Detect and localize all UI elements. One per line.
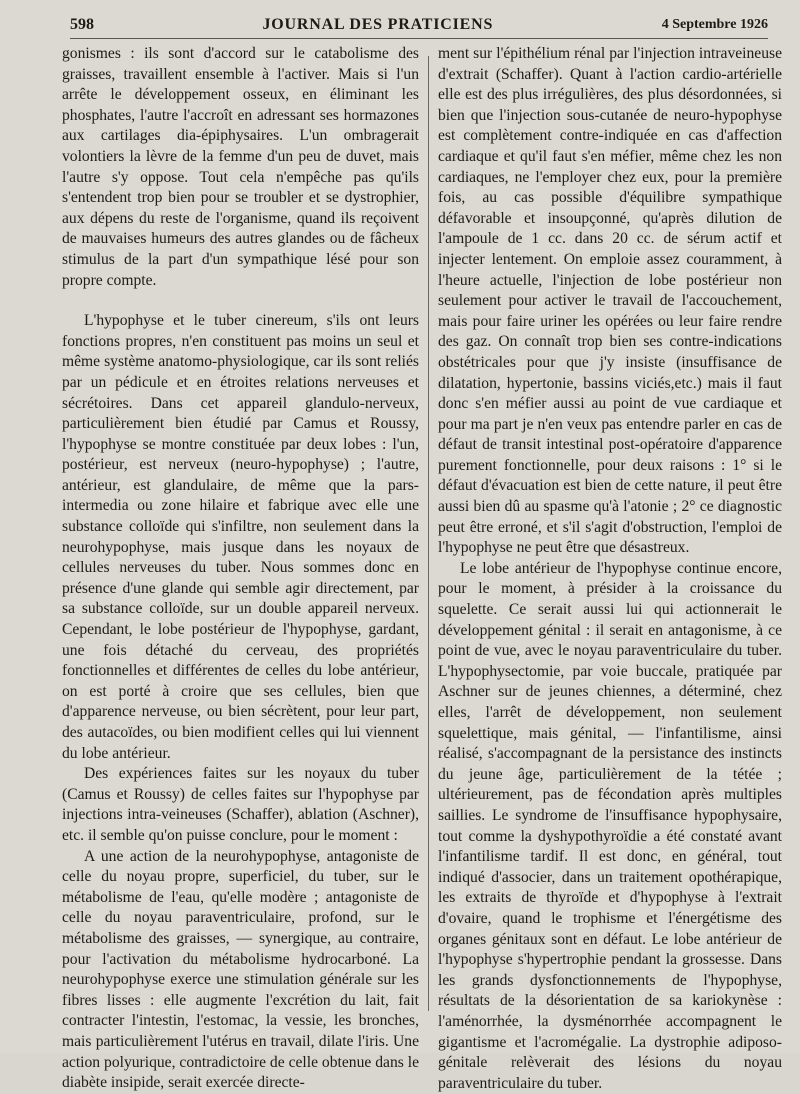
right-column bbox=[438, 44, 782, 1094]
column-divider bbox=[428, 56, 429, 1011]
page-number: 598 bbox=[70, 16, 94, 33]
paragraph: gonismes : ils sont d'accord sur le catabolisme des graisses, travaillent ensemble à l'activer. Mais si l'un arrête le développement osseux, en éliminant les phosphates, l'autre l'accroît en adressant ses hormazones aux cartilages dia-épiphysaires. L'un ombragerait volontiers la lèvre de la femme d'un peu de duvet, mais l'autre s'y oppose. Tout cela n'empêche pas qu'ils s'entendent trop bien pour se troubler et se dystrophier, aux dépens du reste de l'organisme, quand ils reçoivent de mauvaises humeurs des autres glandes ou de fâcheux stimulus de la part d'un sympathique lésé pour son propre compte. bbox=[62, 45, 419, 289]
journal-title: JOURNAL DES PRATICIENS bbox=[262, 16, 494, 33]
issue-date: 4 Septembre 1926 bbox=[661, 17, 768, 32]
left-column bbox=[62, 44, 419, 1094]
paragraph: Le lobe antérieur de l'hypophyse continue encore, pour le moment, à présider à la croissance du squelette. Ce serait aussi lui qui actionnerait le développement génital : il serait en antagonisme, à ce point de vue, avec le noyau paraventriculaire du tuber. L'hypophysectomie, par voie buccale, pratiquée par Aschner sur de jeunes chiennes, a déterminé, chez elles, l'arrêt de développement, non seulement squelettique, mais génital, — l'infantilisme, ainsi réalisé, s'accompagnant de la persistance des instincts du jeune âge, particulièrement de la tétée ; ultérieurement, pas de fécondation après multiples saillies. Le syndrome de l'insuffisance hypophysaire, tout comme la dyshypothyroïdie a été constaté avant l'infantilisme tardif. Il est donc, en général, tout indiqué d'associer, dans un traitement opothérapique, les extraits de thyroïde et d'hypophyse à l'extrait d'ovaire, quand le trophisme et l'énergétisme des organes génitaux sont en défaut. Le lobe antérieur de l'hypophyse s'hypertrophie pendant la grossesse. Dans les grands dysfonctionnements de l'hypophyse, résultats de la désorientation de sa kariokynèse : l'aménorrhée, la dysménorrhée accompagnent le gigantisme et l'acromégalie. La dystrophie adiposo-génitale relèverait des lésions du noyau paraventriculaire du tuber. bbox=[438, 559, 782, 1092]
paragraph: Des expériences faites sur les noyaux du tuber (Camus et Roussy) de celles faites sur l'hypophyse par injections intra-veineuses (Schaffer), ablation (Aschner), etc. il semble qu'on puisse conclure, pour le moment : bbox=[62, 765, 419, 844]
paragraph: ment sur l'épithélium rénal par l'injection intraveineuse d'extrait (Schaffer). Quant à l'action cardio-artérielle elle est des plus irrégulières, des plus désordonnées, si bien que l'injection sous-cutanée de neuro-hypophyse est complètement contre-indiquée en cas d'affection cardiaque et qu'il faut s'en méfier, même chez les non cardiaques, ne l'employer chez eux, pour la première fois, au cas possible d'équilibre sympathique défavorable et insoupçonné, qu'après dilution de l'ampoule de 1 cc. dans 20 cc. de sérum actif et injecter lentement. On emploie assez couramment, à l'heure actuelle, l'injection de lobe postérieur non seulement pour activer le travail de l'accouchement, mais pour faire uriner les opérées ou leur faire rendre des gaz. On connaît trop bien ses contre-indications obstétricales pour que j'y insiste (insuffisance de dilatation, hypertonie, bassins viciés,etc.) mais il faut donc s'en méfier aussi au point de vue cardiaque et pour ma part je n'en veux pas entendre parler en cas de défaut de transit intestinal post-opératoire d'apparence purement fonctionnelle, pour deux raisons : 1° si le défaut d'évacuation est bien de cette nature, il peut être aussi bien dû au spasme qu'à l'atonie ; 2° ce diagnostic peut être erroné, et s'il s'agit d'obstruction, l'emploi de l'hypophyse ne peut être que désastreux. bbox=[438, 45, 782, 557]
paragraph: L'hypophyse et le tuber cinereum, s'ils ont leurs fonctions propres, n'en constituent pas moins un seul et même système anatomo-physiologique, car ils sont reliés par un pédicule et en étroites relations nerveuses et sécrétoires. Dans cet appareil glandulo-nerveux, particulièrement bien étudié par Camus et Roussy, l'hypophyse se montre constituée par deux lobes : l'un, postérieur, est nerveux (neuro-hypophyse) ; l'autre, antérieur, est glandulaire, de même que la pars-intermedia ou zone hilaire et fabrique avec elle une substance colloïde qui s'infiltre, non seulement dans la neurohypophyse, mais jusque dans les noyaux de cellules nerveuses du tuber. Nous sommes donc en présence d'une glande qui semble agir directement, par sa substance colloïde, sur un double appareil nerveux. Cependant, le lobe postérieur de l'hypophyse, gardant, une fois détaché du cerveau, des propriétés fonctionnelles et différentes de celles du lobe antérieur, on est porté à croire que ses cellules, bien que d'apparence nerveuse, ou bien sécrètent, pour leur part, des autacoïdes, ou bien modifient celles qui lui viennent du lobe antérieur. bbox=[62, 312, 419, 762]
page-header bbox=[70, 12, 768, 39]
paragraph: A une action de la neurohypophyse, antagoniste de celle du noyau propre, superficiel, du tuber, sur le métabolisme de l'eau, qu'elle modère ; antagoniste de celle du noyau paraventriculaire, profond, sur le métabolisme des graisses, — synergique, au contraire, pour l'activation du métabolisme hydrocarboné. La neurohypophyse exerce une stimulation générale sur les fibres lisses : elle augmente l'excrétion du lait, fait contracter l'intestin, l'estomac, la vessie, les bronches, mais particulièrement l'utérus en travail, dilate l'iris. Une action polyurique, contradictoire de celle obtenue dans le diabète insipide, serait exercée directe- bbox=[62, 847, 419, 1092]
